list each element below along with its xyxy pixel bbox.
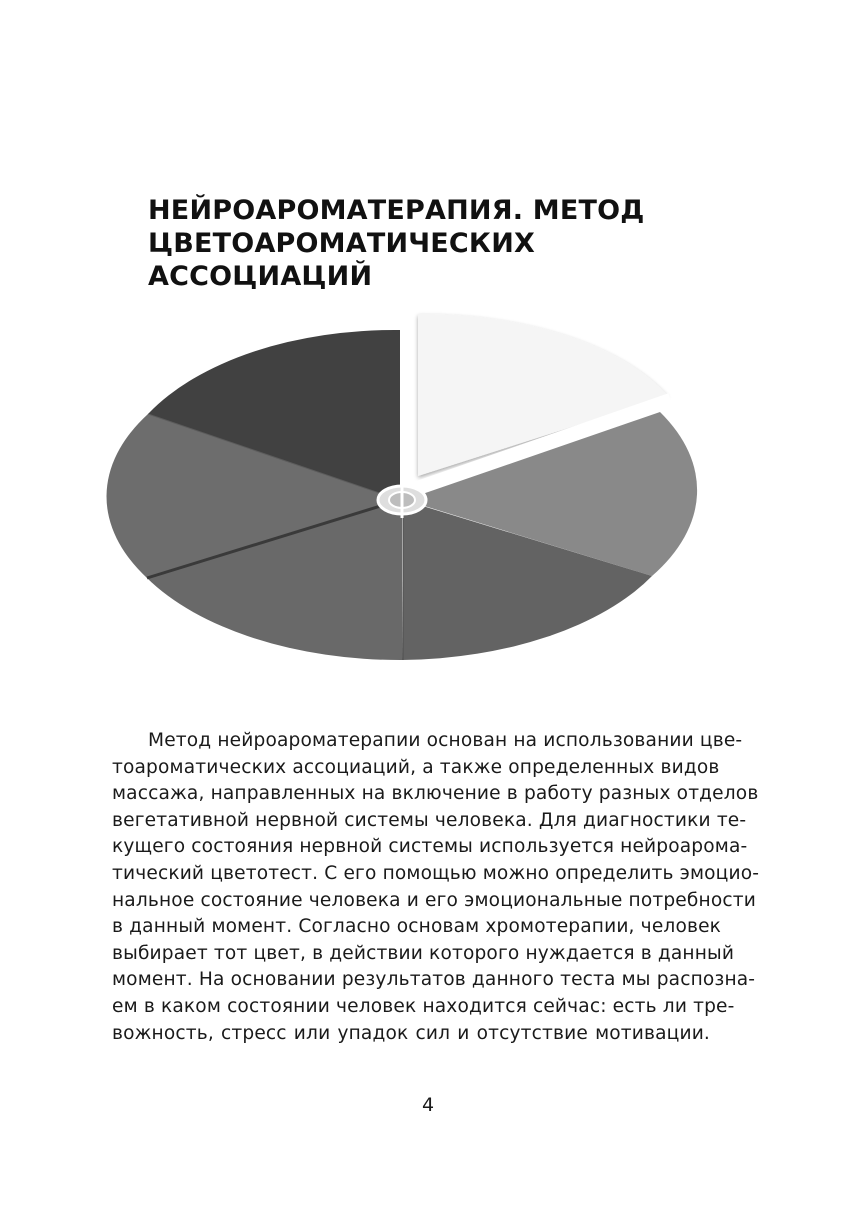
pie-illustration (100, 300, 710, 680)
title-line: ЦВЕТОАРОМАТИЧЕСКИХ (148, 228, 536, 259)
text-line: тоароматических ассоциаций, а также определенных видов (112, 756, 720, 778)
title-line: АССОЦИАЦИЙ (148, 261, 373, 292)
text-line: вожность, стресс или упадок сил и отсутствие мотивации. (112, 1022, 710, 1044)
text-line: Метод нейроароматерапии основан на использовании цве- (148, 730, 743, 751)
text-line: кущего состояния нервной системы используется нейроарома- (112, 836, 748, 858)
title-line: НЕЙРОАРОМАТЕРАПИЯ. МЕТОД (148, 195, 645, 226)
text-line: момент. На основании результатов данного теста мы распозна- (112, 969, 756, 991)
text-line: тический цветотест. С его помощью можно определить эмоцио- (112, 862, 760, 884)
text-line: выбирает тот цвет, в действии которого нуждается в данный (112, 942, 735, 964)
page-number: 4 (421, 1094, 435, 1116)
body-paragraph (112, 728, 760, 1047)
text-line: ем в каком состоянии человек находится сейчас: есть ли тре- (112, 995, 735, 1017)
chapter-title (148, 194, 708, 293)
text-line: в данный момент. Согласно основам хромотерапии, человек (112, 916, 722, 938)
text-line: массажа, направленных на включение в работу разных отделов (112, 783, 759, 805)
text-line: вегетативной нервной системы человека. Для диагностики те- (112, 809, 747, 831)
text-line: нальное состояние человека и его эмоциональные потребности (112, 889, 756, 911)
